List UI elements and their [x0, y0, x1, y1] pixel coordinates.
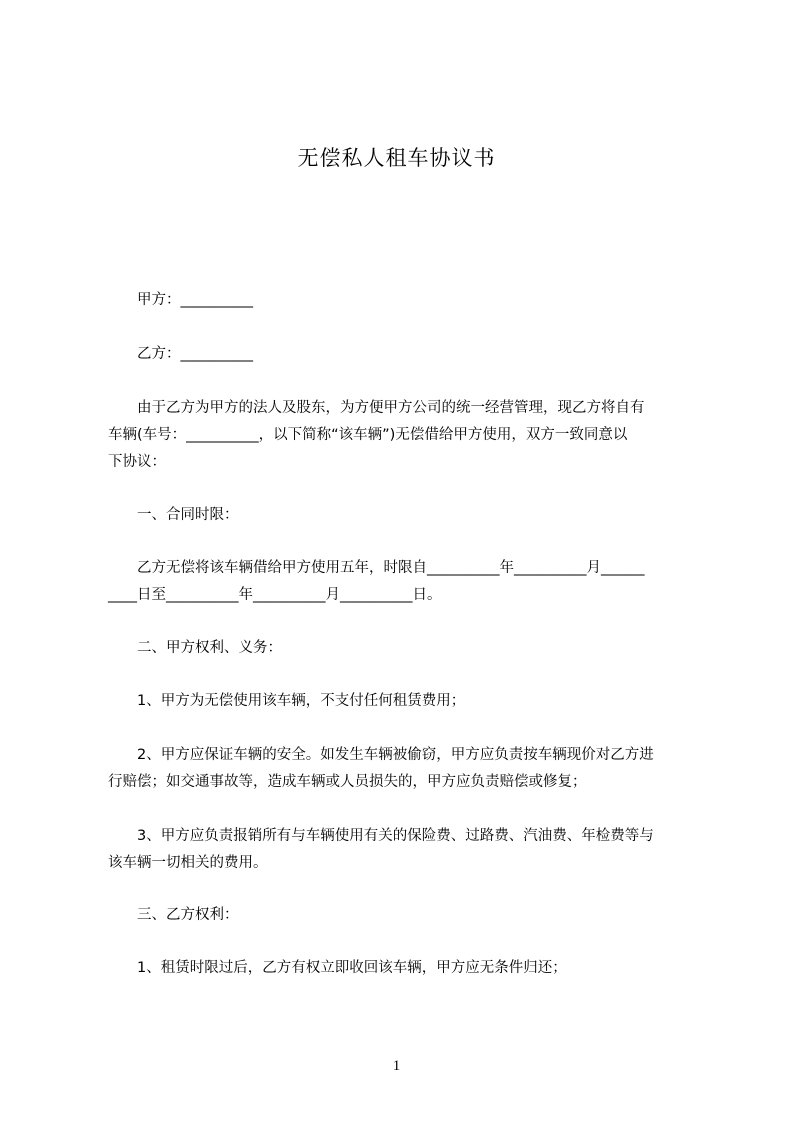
section-3-heading: 三、乙方权利： [137, 907, 239, 923]
section-1-heading: 一、合同时限： [137, 507, 239, 523]
document-title: 无偿私人租车协议书 [297, 146, 496, 170]
section-2-item-3-line-2: 该车辆一切相关的费用。 [108, 855, 268, 871]
section-3-item-1: 1、租赁时限过后，乙方有权立即收回该车辆，甲方应无条件归还； [137, 960, 567, 976]
intro-line-3: 下协议： [108, 454, 166, 470]
section-2-item-3-line-1: 3、甲方应负责报销所有与车辆使用有关的保险费、过路费、汽油费、年检费等与 [137, 828, 654, 844]
intro-line-2: 车辆(车号：__________，以下简称“该车辆”)无偿借给甲方使用，双方一致同意以 [108, 427, 628, 443]
section-2-item-1: 1、甲方为无偿使用该车辆，不支付任何租赁费用； [137, 693, 466, 709]
section-2-heading: 二、甲方权利、义务： [137, 640, 282, 656]
page-number: 1 [392, 1058, 401, 1074]
section-2-item-2-line-1: 2、甲方应保证车辆的安全。如发生车辆被偷窃，甲方应负责按车辆现价对乙方进 [137, 747, 654, 763]
section-1-line-2: ____日至__________年__________月__________日。 [108, 587, 442, 603]
section-2-item-2-line-2: 行赔偿；如交通事故等，造成车辆或人员损失的，甲方应负责赔偿或修复； [108, 774, 587, 790]
intro-line-1: 由于乙方为甲方的法人及股东，为方便甲方公司的统一经营管理，现乙方将自有 [137, 400, 645, 416]
section-1-line-1: 乙方无偿将该车辆借给甲方使用五年，时限自__________年__________月______ [137, 560, 645, 576]
party-a-line: 甲方：__________ [137, 292, 253, 308]
party-b-line: 乙方：__________ [137, 346, 253, 362]
